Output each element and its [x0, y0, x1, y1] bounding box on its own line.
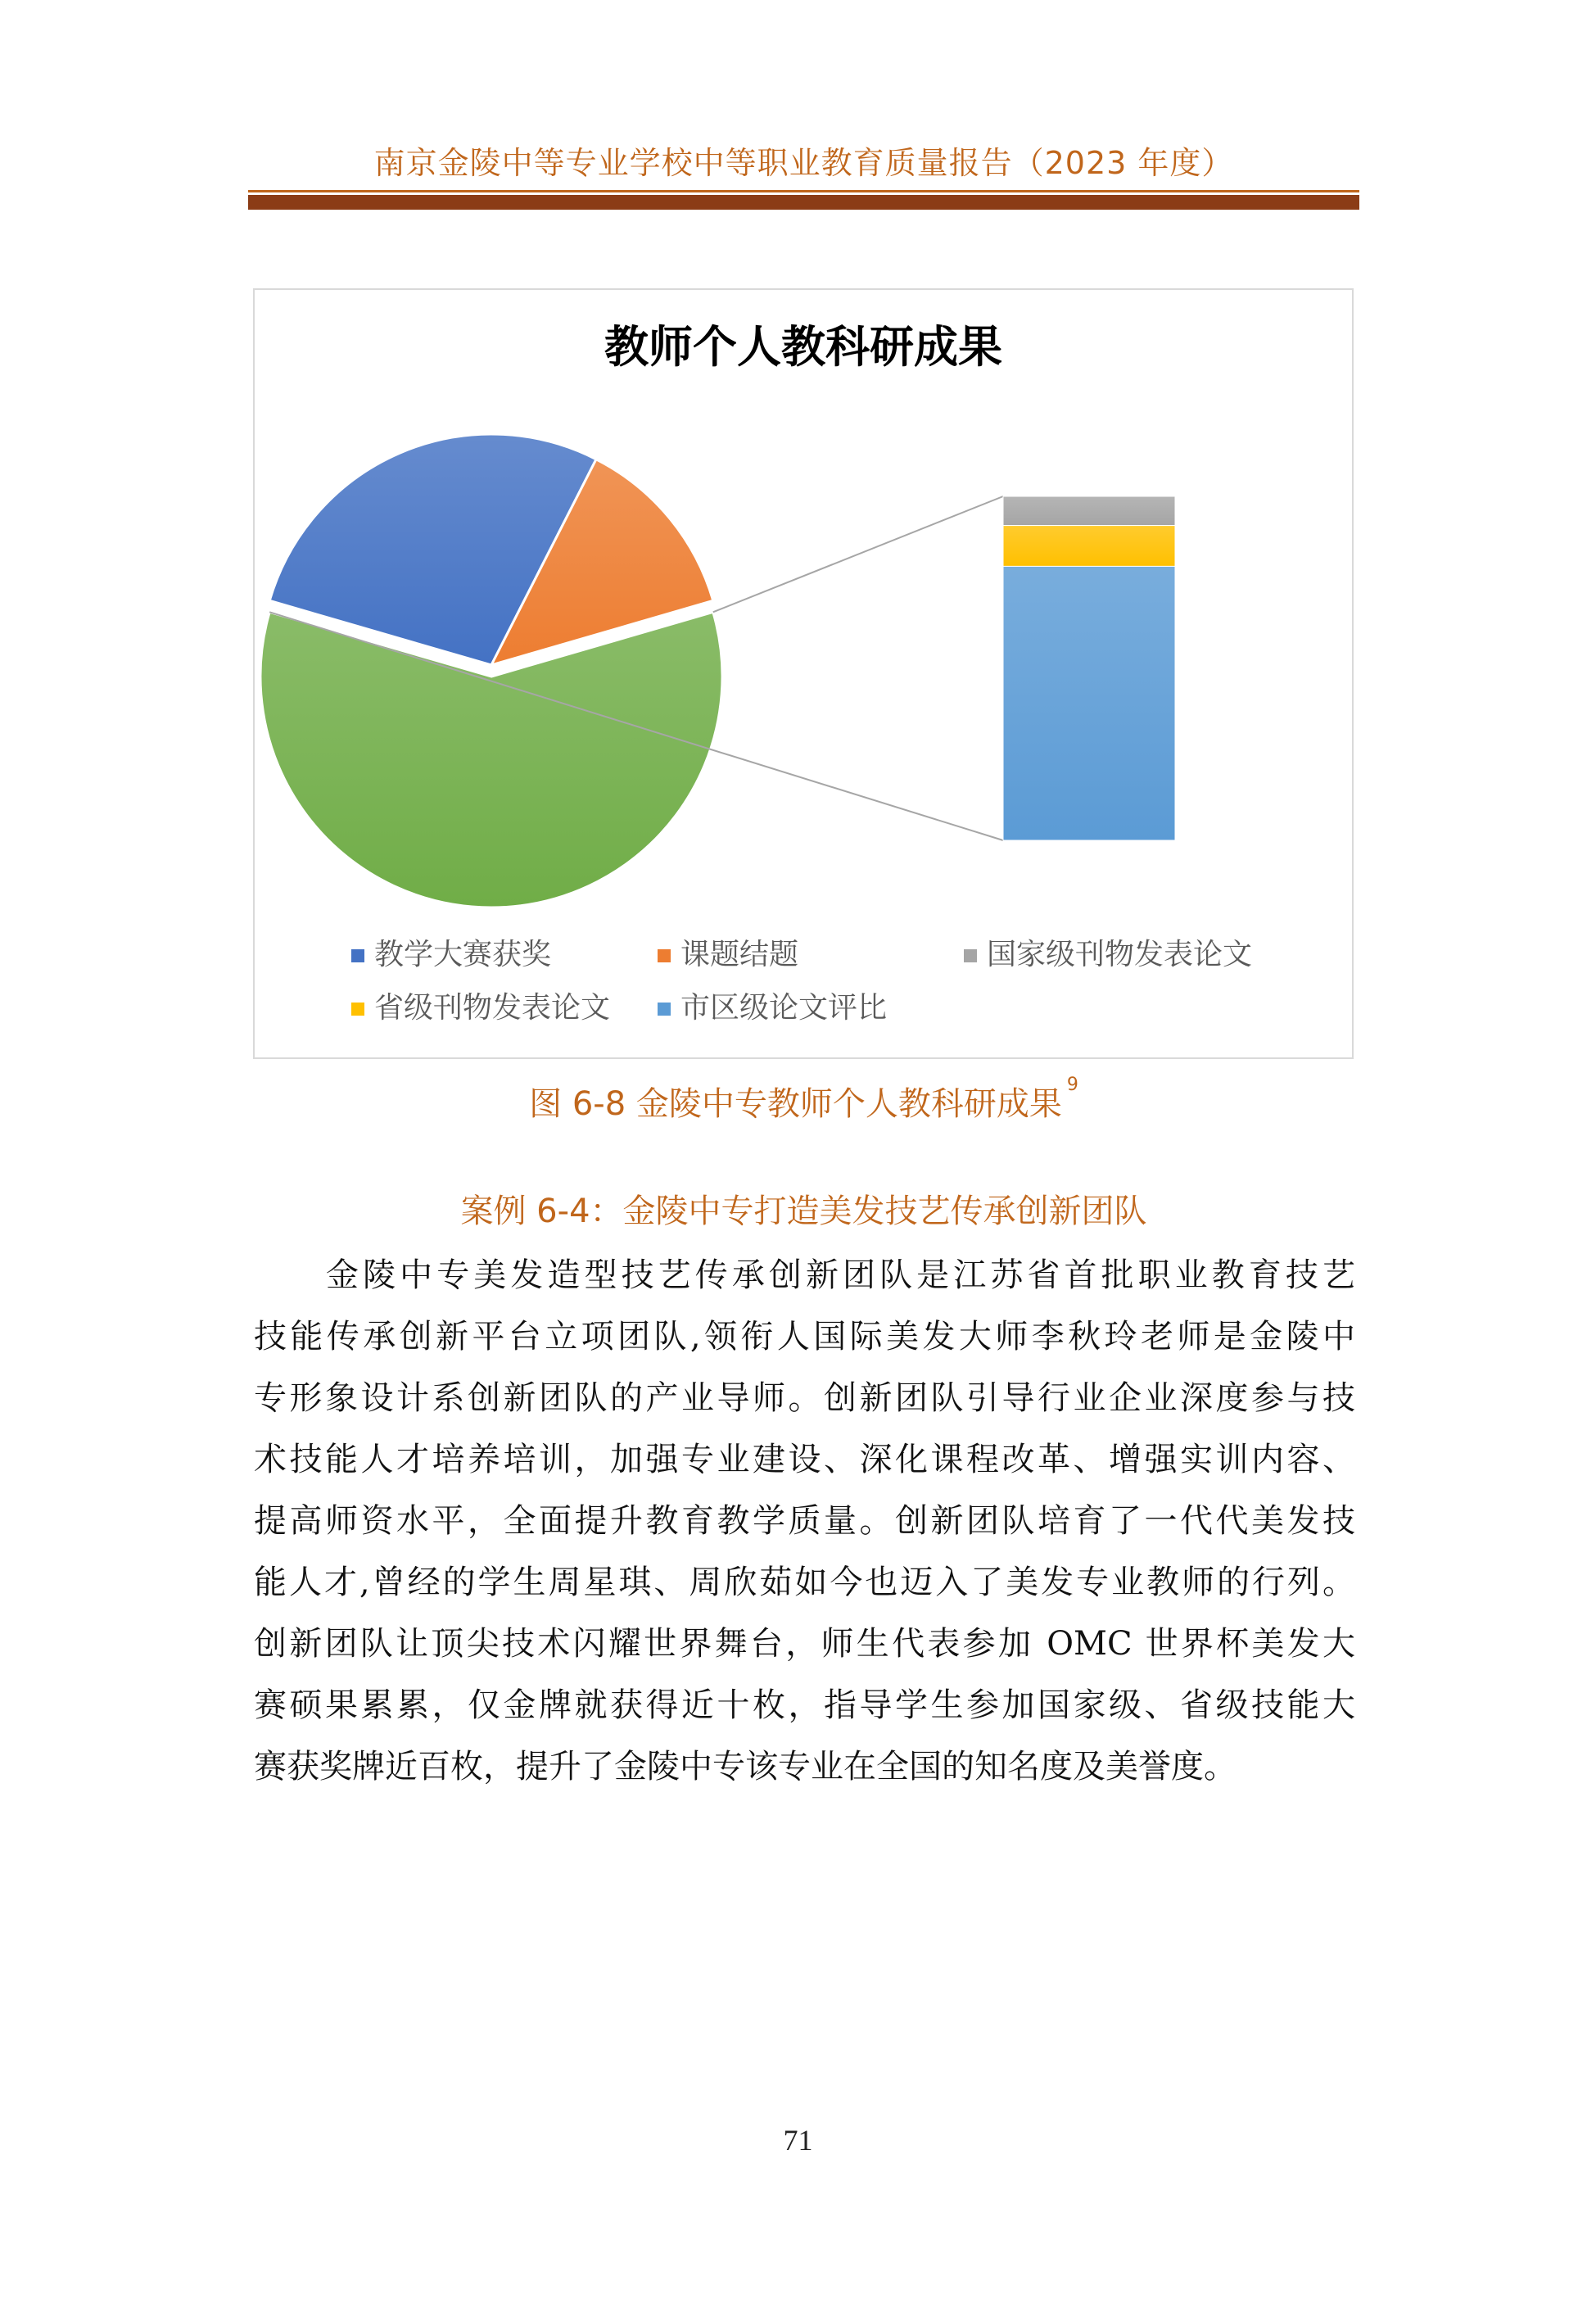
body-line: 专形象设计系创新团队的产业导师。创新团队引导行业企业深度参与技 [254, 1379, 1355, 1417]
chart-title: 教师个人教科研成果 [604, 321, 1002, 373]
legend-label-item-4: 市区级论文评比 [680, 991, 888, 1025]
figure-caption-text: 图 6-8 金陵中专教师个人教科研成果 [529, 1085, 1062, 1123]
legend-label-item-2: 国家级刊物发表论文 [987, 938, 1253, 971]
page-header-title: 南京金陵中等专业学校中等职业教育质量报告（2023 年度） [373, 145, 1234, 181]
connector-line-top [713, 496, 1003, 612]
body-line: 技能传承创新平台立项团队,领衔人国际美发大师李秋玲老师是金陵中 [254, 1318, 1355, 1356]
body-line: 赛硕果累累，仅金牌就获得近十枚，指导学生参加国家级、省级技能大 [254, 1686, 1355, 1724]
page-number: 71 [783, 2124, 813, 2157]
bar-segment-item-1 [1003, 526, 1175, 567]
stacked-bar-group [1003, 496, 1175, 840]
case-title: 案例 6-4：金陵中专打造美发技艺传承创新团队 [460, 1193, 1147, 1230]
body-line: 能人才,曾经的学生周星琪、周欣茹如今也迈入了美发专业教师的行列。 [254, 1564, 1355, 1601]
figure-caption [248, 1075, 1359, 1125]
legend-label-item-3: 省级刊物发表论文 [374, 991, 611, 1025]
bar-segment-item-2 [1003, 566, 1175, 840]
body-line: 金陵中专美发造型技艺传承创新团队是江苏省首批职业教育技艺 [326, 1256, 1355, 1294]
legend-label-item-1: 课题结题 [680, 938, 799, 971]
legend-swatch-item-0 [351, 949, 364, 962]
chart-frame [253, 288, 1354, 1059]
legend-swatch-item-1 [658, 949, 671, 962]
pie-group [260, 434, 722, 908]
legend-swatch-item-4 [658, 1003, 671, 1016]
body-line: 术技能人才培养培训，加强专业建设、深化课程改革、增强实训内容、 [254, 1441, 1355, 1478]
legend-label-item-0: 教学大赛获奖 [374, 938, 552, 971]
header-rule-thick [248, 195, 1359, 210]
chart-legend [351, 938, 1252, 1025]
body-line: 提高师资水平，全面提升教育教学质量。创新团队培育了一代代美发技 [254, 1502, 1355, 1540]
bar-of-pie-chart [255, 290, 1352, 1057]
case-body [254, 1245, 1355, 1798]
legend-swatch-item-3 [351, 1003, 364, 1016]
footnote-mark: 9 [1066, 1075, 1078, 1095]
body-line: 创新团队让顶尖技术闪耀世界舞台，师生代表参加 OMC 世界杯美发大 [254, 1625, 1355, 1663]
header-rule-thin [248, 190, 1359, 192]
bar-segment-item-0 [1003, 496, 1175, 526]
legend-swatch-item-2 [964, 949, 977, 962]
body-line: 赛获奖牌近百枚，提升了金陵中专该专业在全国的知名度及美誉度。 [254, 1748, 1237, 1786]
